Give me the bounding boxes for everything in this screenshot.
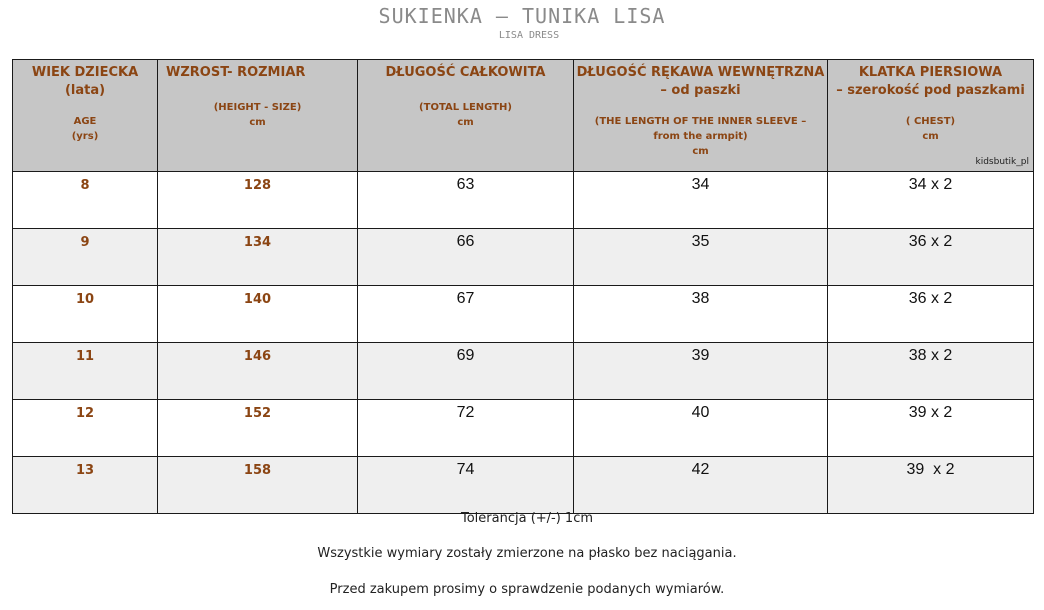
header-height — [158, 60, 358, 172]
cell-sleeve-length: 38 — [574, 286, 828, 343]
cell-height: 128 — [158, 172, 358, 229]
cell-height: 134 — [158, 229, 358, 286]
header-sleeve-length-title: DŁUGOŚĆ RĘKAWA WEWNĘTRZNA – od paszki — [576, 65, 825, 98]
header-total-length-title: DŁUGOŚĆ CAŁKOWITA — [385, 65, 546, 80]
cell-height: 146 — [158, 343, 358, 400]
table-row — [13, 457, 1034, 514]
cell-chest: 39 x 2 — [828, 457, 1034, 514]
measurement-note: Wszystkie wymiary zostały zmierzone na płasko bez naciągania. — [317, 546, 737, 561]
cell-age: 13 — [13, 457, 158, 514]
cell-sleeve-length: 35 — [574, 229, 828, 286]
header-total-length — [358, 60, 574, 172]
header-chest-subtitle: ( CHEST) cm — [905, 116, 956, 142]
header-height-title: WZROST- ROZMIAR — [166, 65, 306, 80]
cell-height: 140 — [158, 286, 358, 343]
cell-height: 158 — [158, 457, 358, 514]
cell-chest: 34 x 2 — [828, 172, 1034, 229]
table-row — [13, 343, 1034, 400]
size-table — [12, 59, 1034, 514]
page-subtitle: LISA DRESS — [498, 30, 560, 41]
check-note: Przed zakupem prosimy o sprawdzenie podanych wymiarów. — [329, 582, 725, 597]
cell-sleeve-length: 42 — [574, 457, 828, 514]
cell-chest: 39 x 2 — [828, 400, 1034, 457]
cell-age: 12 — [13, 400, 158, 457]
cell-total-length: 67 — [358, 286, 574, 343]
header-age-subtitle: AGE (yrs) — [71, 116, 99, 142]
header-age-title: WIEK DZIECKA (lata) — [31, 65, 139, 98]
cell-age: 11 — [13, 343, 158, 400]
table-header-row — [13, 60, 1034, 172]
cell-sleeve-length: 39 — [574, 343, 828, 400]
header-chest-title: KLATKA PIERSIOWA – szerokość pod paszkami — [836, 65, 1025, 98]
header-total-length-subtitle: (TOTAL LENGTH) cm — [419, 102, 512, 128]
cell-chest: 38 x 2 — [828, 343, 1034, 400]
table-row — [13, 172, 1034, 229]
page-title: SUKIENKA – TUNIKA LISA — [378, 4, 666, 28]
cell-age: 10 — [13, 286, 158, 343]
cell-total-length: 72 — [358, 400, 574, 457]
cell-chest: 36 x 2 — [828, 286, 1034, 343]
header-sleeve-length — [574, 60, 828, 172]
table-row — [13, 229, 1034, 286]
cell-sleeve-length: 34 — [574, 172, 828, 229]
cell-total-length: 74 — [358, 457, 574, 514]
header-sleeve-length-subtitle: (THE LENGTH OF THE INNER SLEEVE – from the armpit) cm — [594, 116, 807, 157]
cell-age: 8 — [13, 172, 158, 229]
cell-age: 9 — [13, 229, 158, 286]
watermark: kidsbutik_pl — [975, 157, 1029, 167]
table-row — [13, 286, 1034, 343]
header-age — [13, 60, 158, 172]
cell-height: 152 — [158, 400, 358, 457]
cell-total-length: 69 — [358, 343, 574, 400]
cell-chest: 36 x 2 — [828, 229, 1034, 286]
cell-sleeve-length: 40 — [574, 400, 828, 457]
table-row — [13, 400, 1034, 457]
cell-total-length: 66 — [358, 229, 574, 286]
header-chest — [828, 60, 1034, 172]
header-height-subtitle: (HEIGHT - SIZE) cm — [213, 102, 302, 128]
tolerance-note: Tolerancja (+/-) 1cm — [460, 511, 594, 526]
cell-total-length: 63 — [358, 172, 574, 229]
